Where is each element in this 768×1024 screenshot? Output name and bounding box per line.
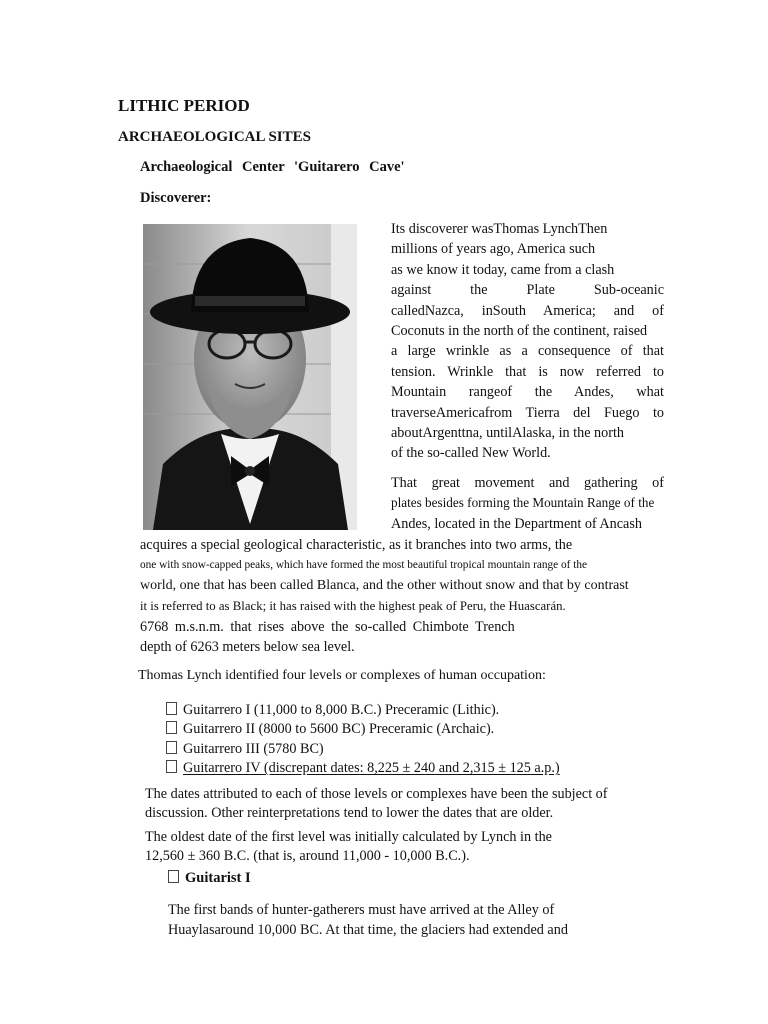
paragraph-line: against the Plate Sub-oceanic — [391, 282, 664, 299]
paragraph-line: a large wrinkle as a consequence of that — [391, 343, 664, 360]
paragraph-line: calledNazca, inSouth America; and of — [391, 302, 664, 319]
discoverer-label: Discoverer: — [140, 190, 212, 206]
paragraph-line: aboutArgenttna, untilAlaska, in the north — [391, 425, 624, 442]
levels-intro: Thomas Lynch identified four levels or complexes of human occupation: — [138, 668, 546, 683]
guitarist-heading: Guitarist I — [168, 870, 251, 887]
paragraph-line: The dates attributed to each of those levels or complexes have been the subject of — [145, 786, 608, 802]
list-item: Guitarrero I (11,000 to 8,000 B.C.) Preceramic (Lithic). — [166, 701, 560, 720]
paragraph-line: depth of 6263 meters below sea level. — [140, 639, 355, 656]
full-width-paragraph — [140, 535, 680, 657]
paragraph-line: world, one that has been called Blanca, and the other without snow and that by contrast — [140, 577, 629, 593]
page-title: LITHIC PERIOD — [118, 96, 250, 115]
checkbox-icon — [166, 721, 177, 734]
right-column-paragraph-2 — [391, 473, 681, 534]
paragraph-line: Its discoverer wasThomas LynchThen — [391, 221, 608, 237]
paragraph-line: The oldest date of the first level was initially calculated by Lynch in the — [145, 829, 552, 845]
paragraph-line: as we know it today, came from a clash — [391, 261, 615, 278]
dates-paragraph — [145, 785, 608, 823]
paragraph-line: traverseAmericafrom Tierra del Fuego to — [391, 404, 664, 421]
list-item: Guitarrero IV (discrepant dates: 8,225 ± 240 and 2,315 ± 125 a.p.) — [166, 759, 560, 778]
paragraph-line: it is referred to as Black; it has raised with the highest peak of Peru, the Huascarán. — [140, 599, 566, 614]
paragraph-line: Mountain rangeof the Andes, what — [391, 384, 664, 401]
checkbox-icon — [166, 702, 177, 715]
closing-paragraph — [168, 900, 568, 940]
paragraph-line: Huaylasaround 10,000 BC. At that time, the glaciers had extended and — [168, 922, 568, 938]
list-item: Guitarrero II (8000 to 5600 BC) Preceramic (Archaic). — [166, 720, 560, 739]
paragraph-line: 6768 m.s.n.m. that rises above the so-called Chimbote Trench — [140, 618, 515, 635]
paragraph-line: tension. Wrinkle that is now referred to — [391, 363, 664, 380]
paragraph-line: That great movement and gathering of — [391, 475, 664, 491]
checkbox-icon — [168, 870, 179, 883]
center-heading: Archaeological Center 'Guitarero Cave' — [140, 159, 405, 175]
checkbox-icon — [166, 741, 177, 754]
paragraph-line: plates besides forming the Mountain Range of the — [391, 495, 655, 511]
paragraph-line: Andes, located in the Department of Ancash — [391, 515, 642, 532]
paragraph-line: millions of years ago, America such — [391, 241, 596, 258]
paragraph-line: Coconuts in the north of the continent, raised — [391, 323, 648, 340]
oldest-date-paragraph — [145, 828, 552, 866]
paragraph-line: acquires a special geological characteristic, as it branches into two arms, the — [140, 537, 573, 553]
paragraph-line: The first bands of hunter-gatherers must have arrived at the Alley of — [168, 902, 555, 918]
section-heading: ARCHAEOLOGICAL SITES — [118, 129, 311, 145]
right-column-paragraph — [391, 219, 664, 464]
list-item: Guitarrero III (5780 BC) — [166, 740, 560, 759]
portrait-photo — [143, 224, 357, 530]
portrait-image — [143, 224, 357, 530]
paragraph-line: one with snow-capped peaks, which have formed the most beautiful tropical mountain range of the — [140, 559, 588, 572]
checkbox-icon — [166, 760, 177, 773]
paragraph-line: discussion. Other reinterpretations tend to lower the dates that are older. — [145, 805, 554, 821]
paragraph-line: 12,560 ± 360 B.C. (that is, around 11,000 - 10,000 B.C.). — [145, 848, 470, 864]
paragraph-line: of the so-called New World. — [391, 445, 551, 462]
levels-list — [166, 701, 560, 779]
